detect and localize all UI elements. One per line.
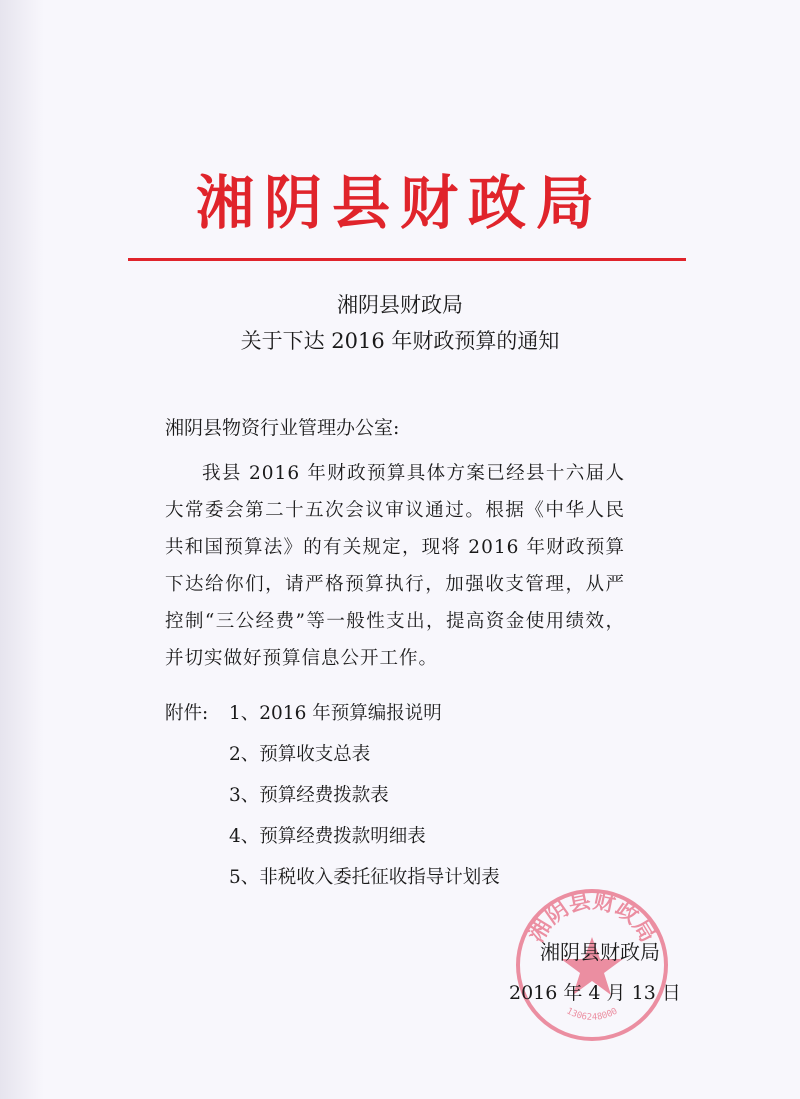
signature-org: 湘阴县财政局 — [540, 940, 660, 964]
document-title-line-2: 关于下达 2016 年财政预算的通知 — [240, 329, 560, 353]
letterhead-red-rule — [128, 258, 686, 261]
attachment-item: 4、预算经费拨款明细表 — [229, 826, 426, 847]
attachment-item: 2、预算收支总表 — [229, 744, 371, 765]
recipient: 湘阴县物资行业管理办公室: — [165, 417, 400, 439]
seal-lettering: 湘阴县财政局 — [523, 888, 661, 947]
body-paragraph: 我县 2016 年财政预算具体方案已经县十六届人大常委会第二十五次会议审议通过。根据《中华人民共和国预算法》的有关规定，现将 2016 年财政预算下达给你们，请严格预算执行，加强收支管理，从严控制“三公经费”等一般性支出，提高资金使用绩效，并切实做好预算信息公开工作。 — [165, 463, 625, 669]
document-title-line-1: 湘阴县财政局 — [337, 293, 463, 317]
attachment-item: 1、2016 年预算编报说明 — [229, 703, 442, 724]
scan-edge-shadow — [0, 0, 44, 1099]
letterhead-title: 湘阴县财政局 — [195, 169, 604, 237]
attachments-label: 附件: — [165, 703, 209, 724]
seal-serial: 1306248000 — [564, 1006, 620, 1023]
attachment-item: 3、预算经费拨款表 — [229, 785, 389, 806]
attachment-item: 5、非税收入委托征收指导计划表 — [229, 867, 500, 888]
document-date: 2016 年 4 月 13 日 — [509, 982, 681, 1004]
